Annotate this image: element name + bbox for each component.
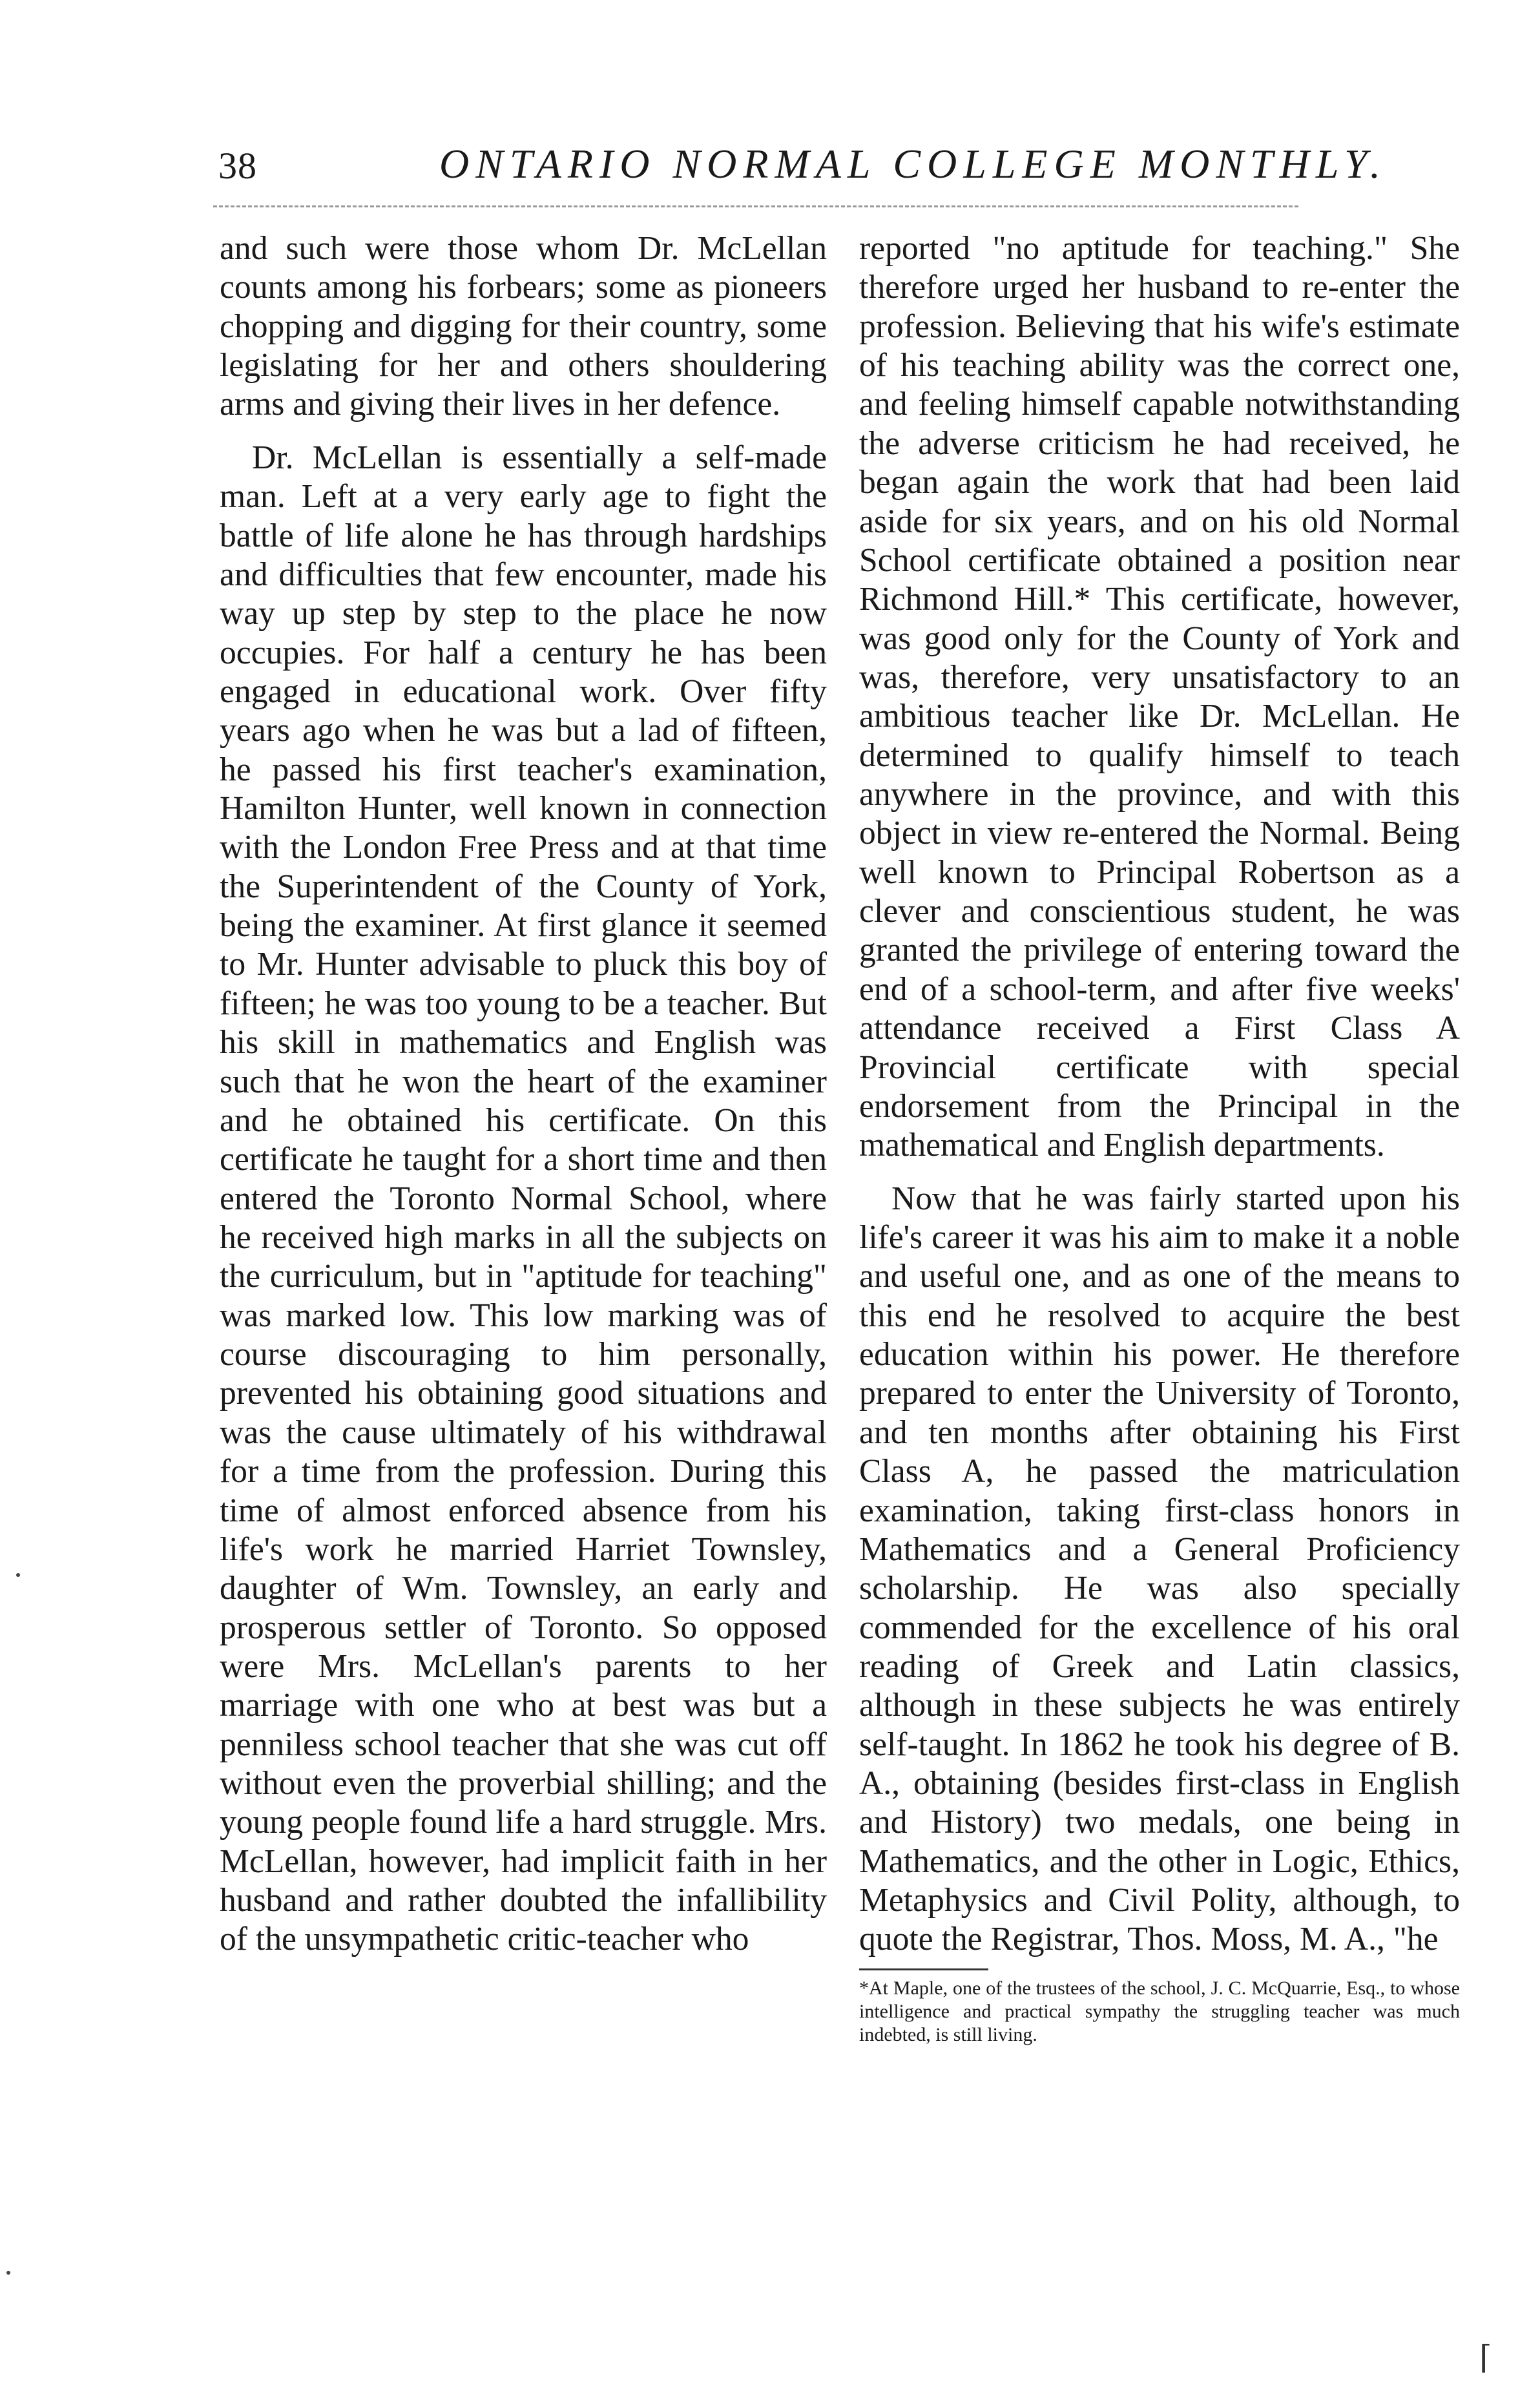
margin-speck [16, 1573, 20, 1577]
footnote: *At Maple, one of the trustees of the school, J. C. McQuarrie, Esq., to whose intelligence and practical sympathy the struggling teacher was much indebted, is still living. [859, 1977, 1460, 2045]
left-column [220, 229, 827, 1959]
running-title: ONTARIO NORMAL COLLEGE MONTHLY. [439, 141, 1387, 187]
footnote-rule [859, 1968, 988, 1970]
page-header [213, 132, 1387, 203]
paragraph: Dr. McLellan is essentially a self-made man. Left at a very early age to fight the battle of life alone he has through hardships and difficulties that few encounter, made his way up step by step to the place he now occupies. For half a century he has been engaged in educational work. Over fifty years ago when he was but a lad of fifteen, he passed his first teacher's examination, Hamilton Hunter, well known in connection with the London Free Press and at that time the Superintendent of the County of York, being the examiner. At first glance it seemed to Mr. Hunter advisable to pluck this boy of fifteen; he was too young to be a teacher. But his skill in mathematics and English was such that he won the heart of the examiner and he obtained his certificate. On this certificate he taught for a short time and then entered the Toronto Normal School, where he received high marks in all the subjects on the curriculum, but in "aptitude for teaching" was marked low. This low marking was of course discouraging to him personally, prevented his obtaining good situations and was the cause ultimately of his withdrawal for a time from the profession. During this time of almost enforced absence from his life's work he married Harriet Townsley, daughter of Wm. Townsley, an early and prosperous settler of Toronto. So opposed were Mrs. McLellan's parents to her marriage with one who at best was but a penniless school teacher that she was cut off without even the proverbial shilling; and the young people found life a hard struggle. Mrs. McLellan, however, had implicit faith in her husband and rather doubted the infallibility of the unsympathetic critic-teacher who [220, 439, 827, 1958]
header-rule [213, 205, 1298, 207]
margin-speck [6, 2271, 10, 2275]
paragraph: Now that he was fairly started upon his life's career it was his aim to make it a noble and useful one, and as one of the means to this end he resolved to acquire the best education within his power. He therefore prepared to enter the University of Toronto, and ten months after obtaining his First Class A, he passed the matriculation examination, taking first-class honors in Mathematics and a General Proficiency scholarship. He was also specially commended for the excellence of his oral reading of Greek and Latin classics, although in these subjects he was entirely self-taught. In 1862 he took his degree of B. A., obtaining (besides first-class in English and History) two medals, one being in Mathematics, and the other in Logic, Ethics, Metaphysics and Civil Polity, although, to quote the Registrar, Thos. Moss, M. A., "he [859, 1180, 1460, 1958]
corner-mark-glyph: ⌈ [1479, 2339, 1492, 2375]
paragraph: reported "no aptitude for teaching." She therefore urged her husband to re-enter the profession. Believing that his wife's estimate of his teaching ability was the correct one, and feeling himself capable notwithstanding the adverse criticism he had received, he began again the work that had been laid aside for six years, and on his old Normal School certificate obtained a position near Richmond Hill.* This certificate, however, was good only for the County of York and was, therefore, very unsatisfactory to an ambitious teacher like Dr. McLellan. He determined to qualify himself to teach anywhere in the province, and with this object in view re-entered the Normal. Being well known to Principal Robertson as a clever and conscientious student, he was granted the privilege of entering toward the end of a school-term, and after five weeks' attendance received a First Class A Provincial certificate with special endorsement from the Principal in the mathematical and English departments. [859, 230, 1460, 1164]
page-number: 38 [218, 145, 257, 187]
paragraph: and such were those whom Dr. McLellan counts among his forbears; some as pioneers chopping and digging for their country, some legislating for her and others shouldering arms and giving their lives in her defence. [220, 230, 827, 423]
right-column [859, 229, 1460, 2047]
